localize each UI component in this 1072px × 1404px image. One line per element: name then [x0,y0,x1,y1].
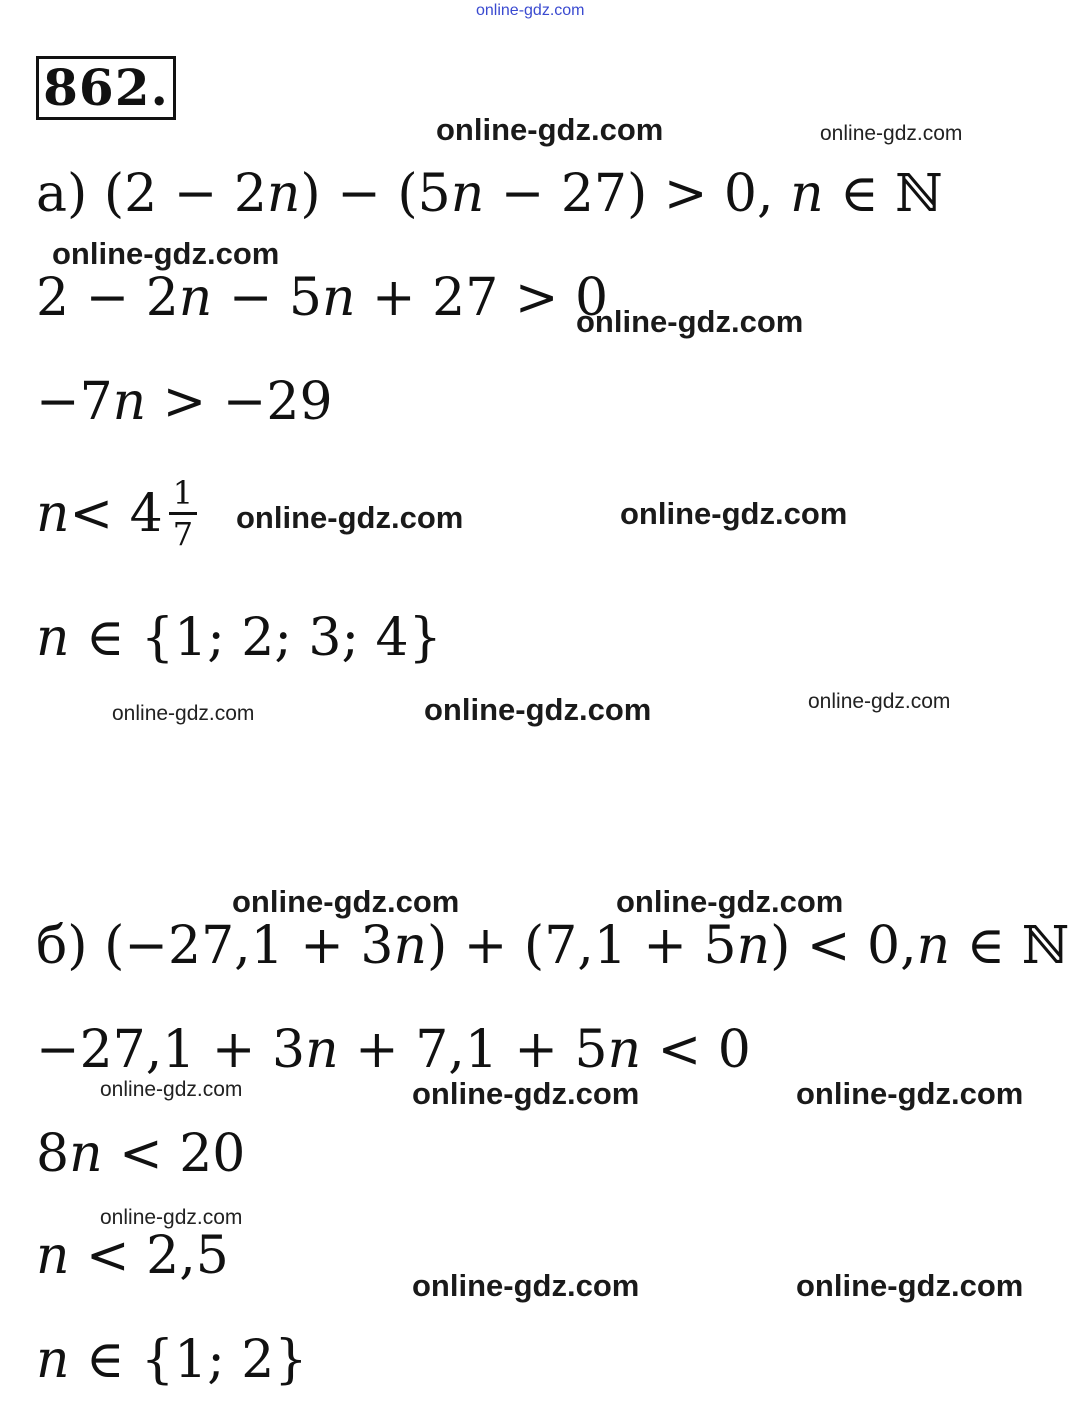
part-b-line-2: −27,1 + 3n + 7,1 + 5n < 0 [36,1020,751,1080]
watermark: online-gdz.com [100,1206,243,1229]
watermark: online-gdz.com [412,1268,640,1303]
watermark: online-gdz.com [616,884,844,919]
watermark: online-gdz.com [100,1078,243,1101]
watermark: online-gdz.com [796,1268,1024,1303]
watermark: online-gdz.com [424,692,652,727]
watermark: online-gdz.com [232,884,460,919]
part-b-line-4: n < 2,5 [36,1226,229,1286]
watermark: online-gdz.com [236,500,464,535]
part-b-line-5: n ∈ {1; 2} [36,1330,308,1390]
part-a-line-3: −7n > −29 [36,372,333,432]
watermark: online-gdz.com [620,496,848,531]
problem-number: 862. [36,56,176,120]
watermark: online-gdz.com [112,702,255,725]
part-a-line-4: n < 4 $\frac{1}{7}$ [36,474,197,553]
part-a-line-5: n ∈ {1; 2; 3; 4} [36,608,442,668]
part-a-line-2: 2 − 2n − 5n + 27 > 0 [36,268,609,328]
part-a-line-1: а) (2 − 2n) − (5n − 27) > 0, n ∈ ℕ [36,164,943,224]
watermark: online-gdz.com [576,304,804,339]
watermark: online-gdz.com [436,112,664,147]
part-b-line-3: 8n < 20 [36,1124,246,1184]
fraction: $\frac{1}{7}$ [169,474,197,553]
watermark: online-gdz.com [52,236,280,271]
watermark: online-gdz.com [476,2,585,19]
watermark: online-gdz.com [412,1076,640,1111]
watermark: online-gdz.com [808,690,951,713]
watermark: online-gdz.com [820,122,963,145]
watermark: online-gdz.com [796,1076,1024,1111]
part-b-line-1: б) (−27,1 + 3n) + (7,1 + 5n) < 0,n ∈ ℕ [36,916,1070,976]
